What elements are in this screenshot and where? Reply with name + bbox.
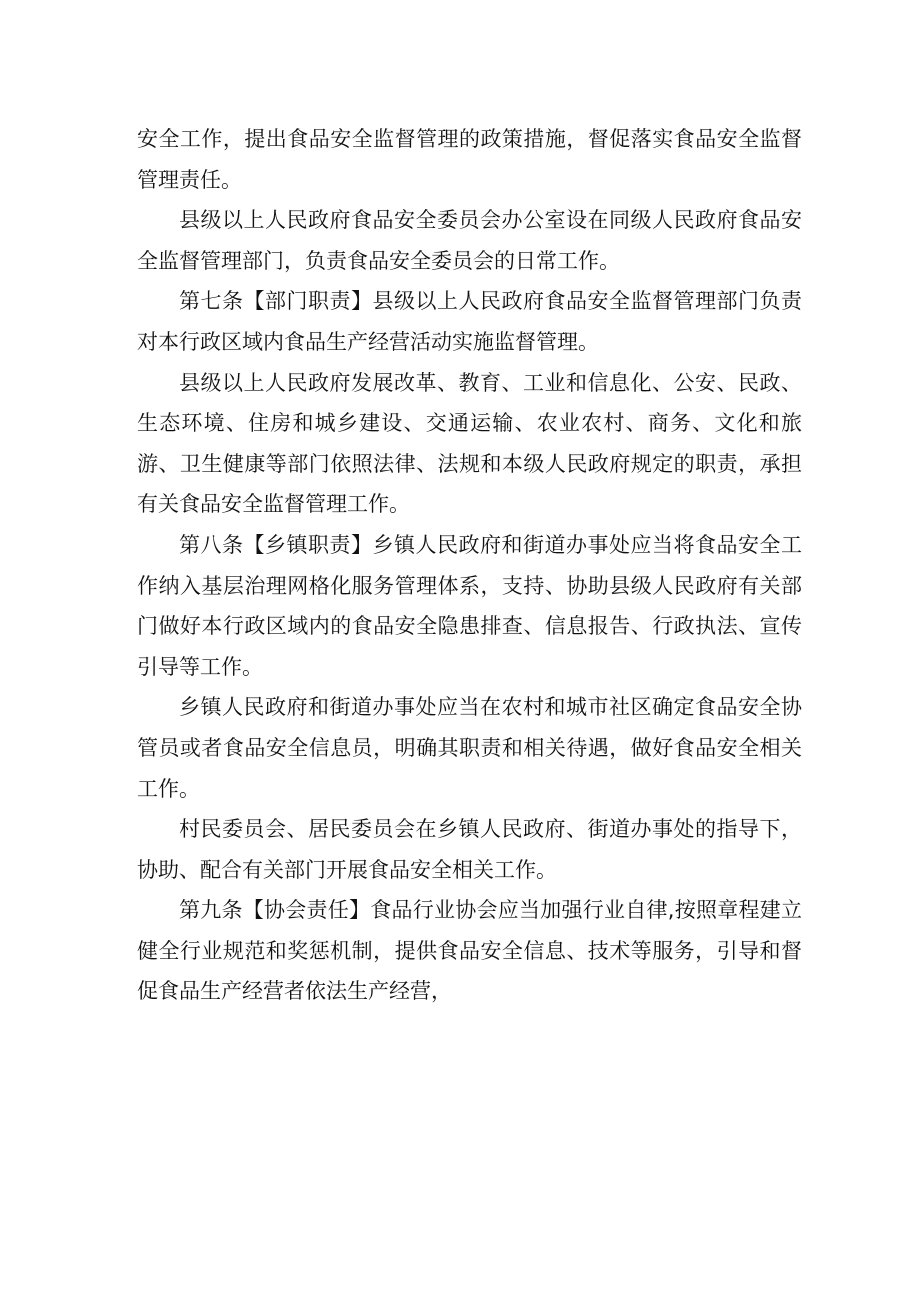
paragraph-text: 村民委员会、居民委员会在乡镇人民政府、街道办事处的指导下，协助、配合有关部门开展食品安全相关工作。	[137, 817, 802, 882]
article-number: 第九条	[179, 898, 243, 923]
paragraph-6	[137, 687, 802, 809]
article-number: 第七条	[179, 289, 244, 314]
article-title: 【部门职责】	[243, 289, 373, 314]
paragraph-4	[137, 363, 802, 525]
article-title: 【协会责任】	[242, 898, 371, 923]
paragraph-text: 安全工作，提出食品安全监督管理的政策措施，督促落实食品安全监督管理责任。	[137, 127, 802, 192]
paragraph-text: 食品行业协会应当加强行业自律,按照章程建立健全行业规范和奖惩机制，提供食品安全信息、技术等服务，引导和督促食品生产经营者依法生产经营，	[137, 898, 802, 1004]
paragraph-text: 乡镇人民政府和街道办事处应当将食品安全工作纳入基层治理网格化服务管理体系，支持、协助县级人民政府有关部门做好本行政区域内的食品安全隐患排查、信息报告、行政执法、宣传引导等工作。	[137, 532, 802, 679]
paragraph-text: 县级以上人民政府食品安全委员会办公室设在同级人民政府食品安全监督管理部门，负责食品安全委员会的日常工作。	[137, 208, 802, 273]
article-title: 【乡镇职责】	[243, 532, 373, 557]
paragraph-2	[137, 200, 802, 281]
paragraph-text: 县级以上人民政府食品安全监督管理部门负责对本行政区域内食品生产经营活动实施监督管理。	[137, 289, 802, 354]
document-page	[137, 119, 802, 1012]
paragraph-7	[137, 809, 802, 890]
paragraph-text: 县级以上人民政府发展改革、教育、工业和信息化、公安、民政、生态环境、住房和城乡建设、交通运输、农业农村、商务、文化和旅游、卫生健康等部门依照法律、法规和本级人民政府规定的职责，承担有关食品安全监督管理工作。	[137, 370, 802, 517]
article-7	[137, 281, 802, 362]
article-9	[137, 890, 802, 1012]
article-number: 第八条	[179, 532, 244, 557]
article-8	[137, 525, 802, 687]
paragraph-text: 乡镇人民政府和街道办事处应当在农村和城市社区确定食品安全协管员或者食品安全信息员，明确其职责和相关待遇，做好食品安全相关工作。	[137, 695, 802, 801]
paragraph-1	[137, 119, 802, 200]
